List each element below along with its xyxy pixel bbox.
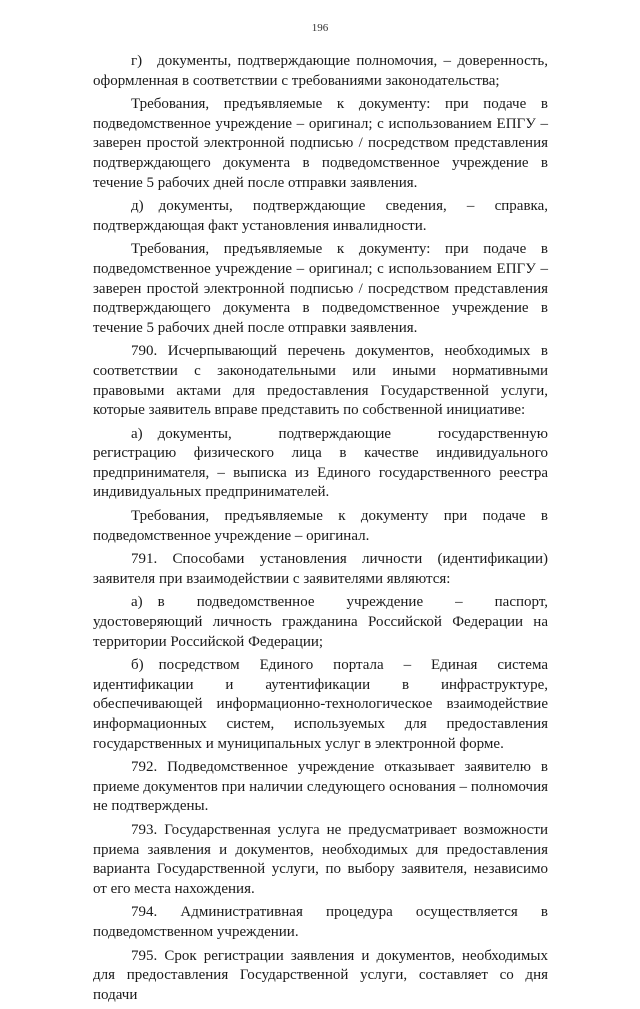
paragraph-item-g-proxy: г) документы, подтверждающие полномочия, – доверенность, оформленная в соответствии с требованиями законодательства; (93, 53, 548, 89)
paragraph-item-a-passport: а) в подведомственное учреждение – паспорт, удостоверяющий личность гражданина Российской Федерации на территории Российской Федерации; (93, 594, 548, 650)
paragraph-794: 794. Административная процедура осуществляется в подведомственном учреждении. (93, 904, 548, 940)
page-number: 196 (311, 22, 329, 34)
paragraph-requirements-proxy: Требования, предъявляемые к документу: при подаче в подведомственное учреждение – оригинал; с использованием ЕПГУ – заверен простой электронной подписью / посредством представления подтверждающего документа в подведомственное учреждение в течение 5 рабочих дней после отправки заявления. (93, 96, 548, 191)
paragraph-item-a-registration: а) документы, подтверждающие государственную регистрацию физического лица в качестве индивидуального предпринимателя, – выписка из Единого государственного реестра индивидуальных предпринимателей. (93, 425, 548, 501)
document-body (93, 52, 548, 1009)
paragraph-requirements-registration: Требования, предъявляемые к документу при подаче в подведомственное учреждение – оригинал. (93, 508, 548, 544)
paragraph-792: 792. Подведомственное учреждение отказывает заявителю в приеме документов при наличии следующего основания – полномочия не подтверждены. (93, 759, 548, 815)
paragraph-795: 795. Срок регистрации заявления и документов, необходимых для предоставления Государственной услуги, составляет со дня подачи (93, 947, 548, 1003)
paragraph-requirements-disability: Требования, предъявляемые к документу: при подаче в подведомственное учреждение – оригинал; с использованием ЕПГУ – заверен простой электронной подписью / посредством представления подтверждающего документа в подведомственное учреждение в течение 5 рабочих дней после отправки заявления. (93, 241, 548, 336)
paragraph-item-b-portal: б) посредством Единого портала – Единая система идентификации и аутентификации в инфраструктуре, обеспечивающей информационно-технологическое взаимодействие информационных систем, используемых для предоставления государственных и муниципальных услуг в электронной форме. (93, 657, 548, 752)
paragraph-793: 793. Государственная услуга не предусматривает возможности приема заявления и документов, необходимых для предоставления варианта Государственной услуги, по выбору заявителя, независимо от его места нахождения. (93, 821, 548, 897)
paragraph-item-d-disability: д) документы, подтверждающие сведения, – справка, подтверждающая факт установления инвалидности. (93, 198, 548, 234)
paragraph-791: 791. Способами установления личности (идентификации) заявителя при взаимодействии с заявителями являются: (93, 551, 548, 587)
paragraph-790: 790. Исчерпывающий перечень документов, необходимых в соответствии с законодательными или иными нормативными правовыми актами для предоставления Государственной услуги, которые заявитель вправе представить по собственной инициативе: (93, 343, 548, 419)
